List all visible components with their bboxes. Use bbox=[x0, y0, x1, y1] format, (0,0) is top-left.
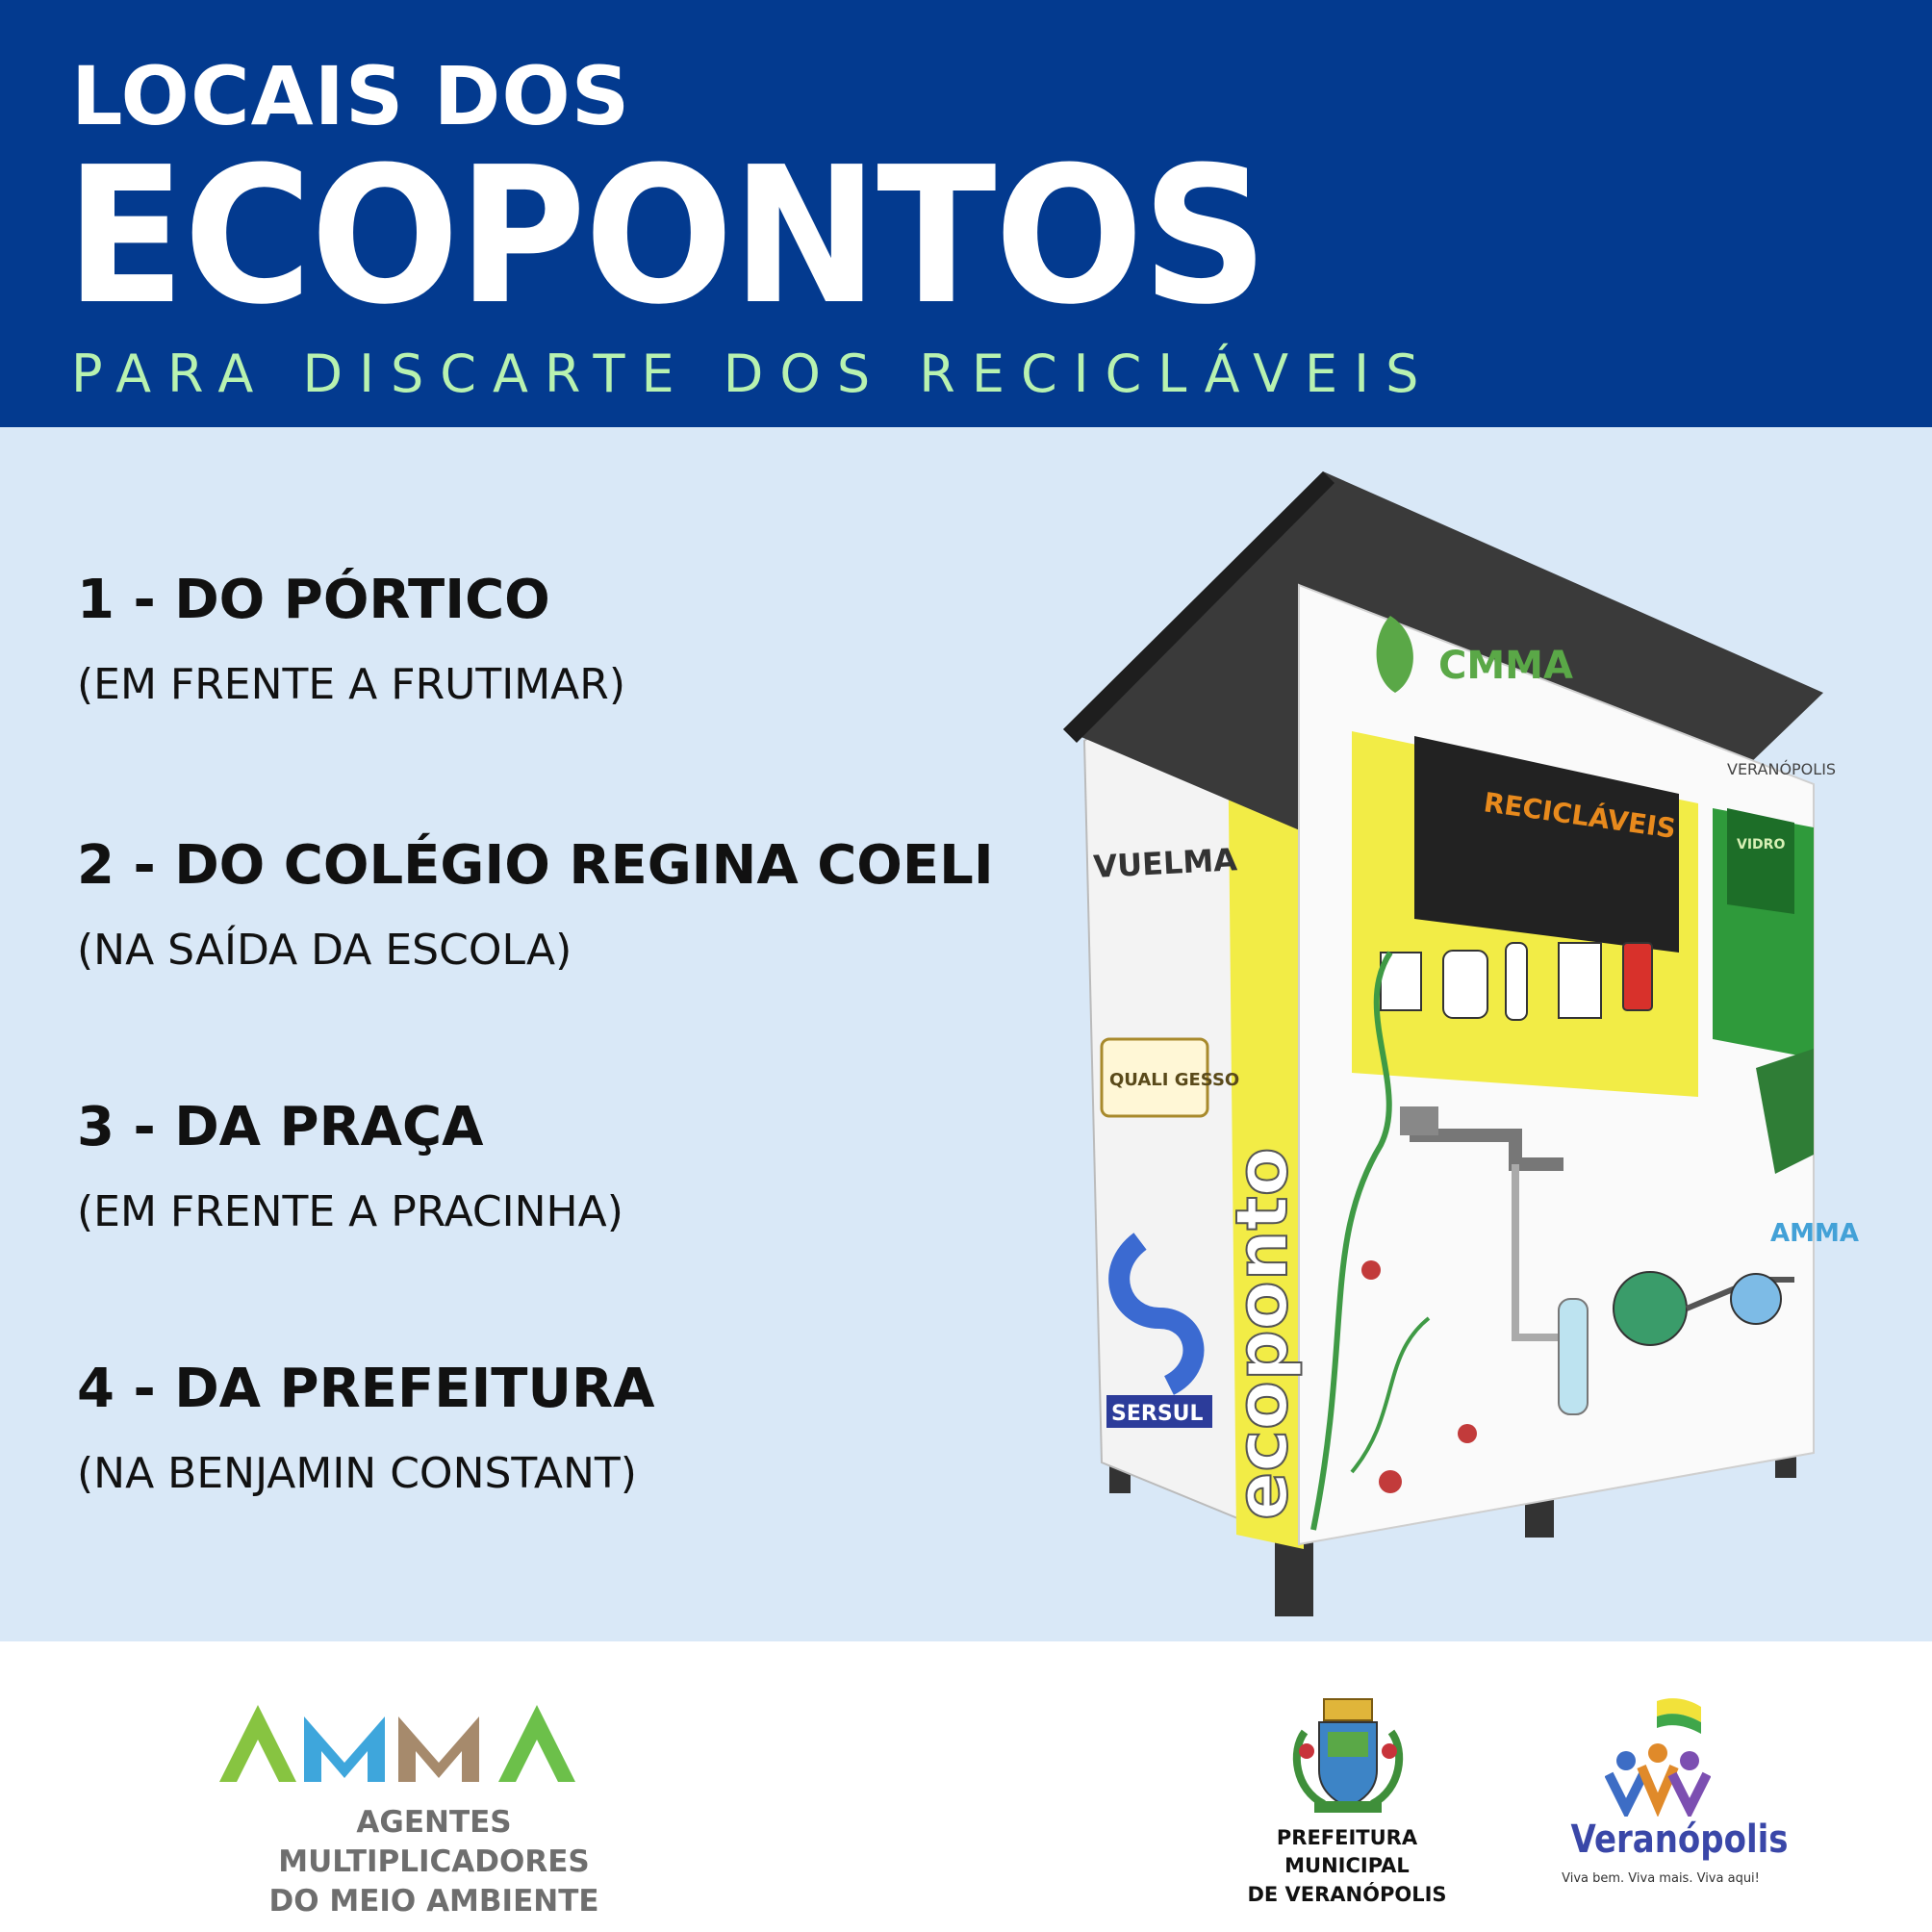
location-detail: (NA SAÍDA DA ESCOLA) bbox=[77, 926, 572, 975]
kiosk-slot-label: RECICLÁVEIS bbox=[1482, 786, 1678, 845]
amma-caption-line1: AGENTES MULTIPLICADORES bbox=[278, 1805, 590, 1879]
location-detail: (NA BENJAMIN CONSTANT) bbox=[77, 1449, 637, 1498]
amma-caption bbox=[219, 1803, 648, 1921]
veranopolis-people-icon bbox=[1605, 1693, 1711, 1817]
kiosk-brand-veranopolis: VERANÓPOLIS bbox=[1727, 760, 1837, 778]
prefeitura-line1: PREFEITURA MUNICIPAL bbox=[1276, 1826, 1418, 1878]
location-name: 2 - DO COLÉGIO REGINA COELI bbox=[77, 834, 994, 897]
kiosk-brand-amma: AMMA bbox=[1770, 1219, 1859, 1248]
location-detail: (EM FRENTE A FRUTIMAR) bbox=[77, 660, 626, 709]
municipal-crest-icon bbox=[1285, 1693, 1411, 1818]
title-line-2: ECOPONTOS bbox=[65, 127, 1267, 346]
location-item-4 bbox=[77, 1358, 655, 1498]
sponsor-sersul: SERSUL bbox=[1111, 1402, 1204, 1426]
kiosk-side-text: ecoponto bbox=[1221, 1147, 1304, 1520]
city-name: Veranópolis bbox=[1570, 1818, 1789, 1862]
location-name: 3 - DA PRAÇA bbox=[77, 1096, 484, 1158]
amma-logo bbox=[219, 1695, 648, 1792]
location-name: 4 - DA PREFEITURA bbox=[77, 1358, 655, 1420]
subtitle: PARA DISCARTE DOS RECICLÁVEIS bbox=[71, 343, 1436, 404]
kiosk-brand-cmma: CMMA bbox=[1438, 644, 1573, 688]
amma-caption-line2: DO MEIO AMBIENTE bbox=[268, 1883, 599, 1919]
location-name: 1 - DO PÓRTICO bbox=[77, 569, 550, 631]
sponsor-quali-gesso: QUALI GESSO bbox=[1109, 1070, 1240, 1090]
prefeitura-caption bbox=[1222, 1824, 1472, 1909]
title-line-1: LOCAIS DOS bbox=[71, 49, 631, 143]
sponsor-vuelma: VUELMA bbox=[1092, 841, 1238, 885]
kiosk-slot2-label: VIDRO bbox=[1737, 837, 1786, 852]
city-slogan: Viva bem. Viva mais. Viva aqui! bbox=[1562, 1871, 1760, 1886]
prefeitura-line2: DE VERANÓPOLIS bbox=[1247, 1882, 1447, 1906]
location-item-1 bbox=[77, 569, 626, 709]
header-banner bbox=[0, 0, 1932, 427]
location-item-3 bbox=[77, 1096, 623, 1236]
location-detail: (EM FRENTE A PRACINHA) bbox=[77, 1187, 623, 1236]
location-item-2 bbox=[77, 834, 994, 975]
ecoponto-kiosk-image bbox=[1063, 471, 1871, 1626]
